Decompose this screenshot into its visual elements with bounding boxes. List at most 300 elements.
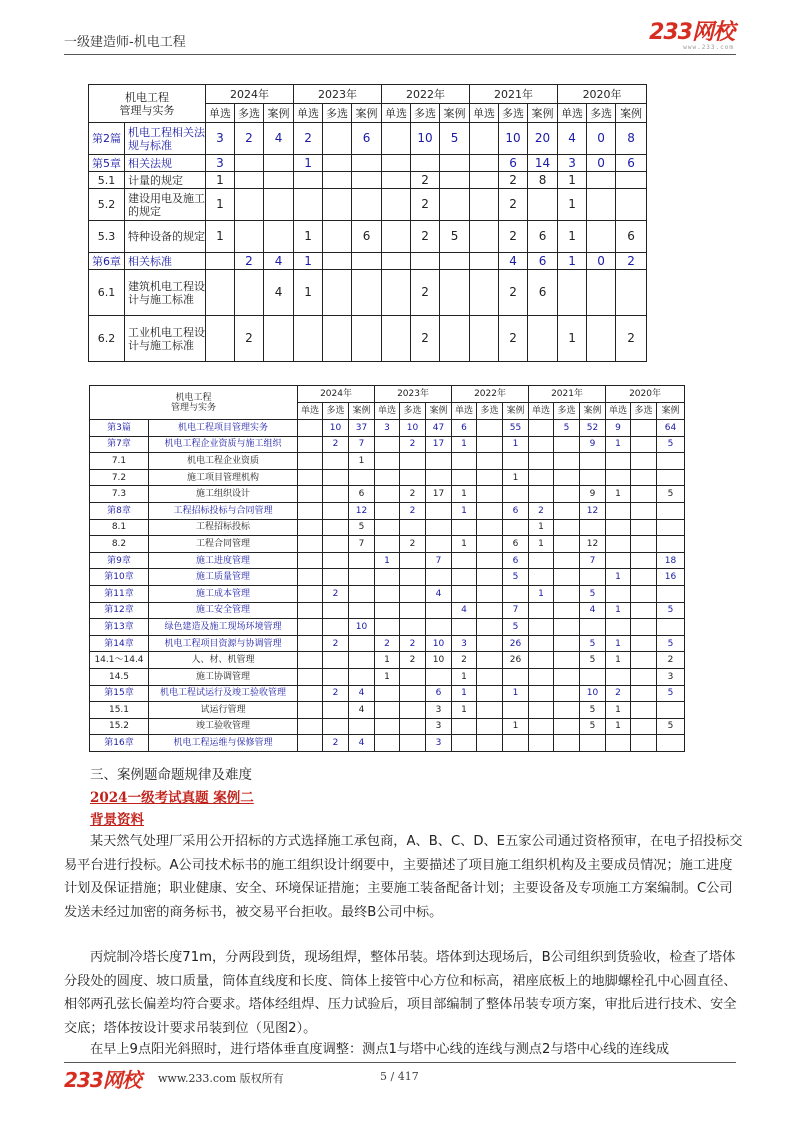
chapter-code: 5.3 <box>89 221 125 253</box>
score-cell <box>554 585 580 602</box>
score-cell <box>206 253 235 270</box>
question-type-header: 多选 <box>411 104 440 123</box>
score-cell: 12 <box>580 502 606 519</box>
score-cell: 0 <box>587 253 616 270</box>
score-cell: 2 <box>323 436 349 453</box>
score-cell: 4 <box>452 602 477 619</box>
score-cell: 6 <box>352 123 382 155</box>
score-cell: 1 <box>606 702 631 719</box>
question-type-header: 多选 <box>323 104 352 123</box>
score-cell <box>298 735 323 752</box>
chapter-name: 机电工程企业资质与施工组织 <box>149 436 298 453</box>
score-cell: 3 <box>426 718 452 735</box>
score-cell <box>298 486 323 503</box>
score-cell <box>587 221 616 253</box>
score-cell <box>400 685 426 702</box>
score-cell <box>631 536 657 553</box>
score-cell <box>580 469 606 486</box>
chapter-code: 5.2 <box>89 189 125 221</box>
score-cell <box>554 569 580 586</box>
score-cell: 2 <box>411 270 440 316</box>
score-cell <box>426 602 452 619</box>
chapter-code: 第7章 <box>90 436 149 453</box>
score-cell: 4 <box>264 270 294 316</box>
chapter-name: 相关法规 <box>125 155 206 172</box>
chapter-code: 第10章 <box>90 569 149 586</box>
score-cell: 8 <box>616 123 647 155</box>
score-cell <box>298 569 323 586</box>
score-cell <box>382 253 411 270</box>
score-cell: 6 <box>452 420 477 437</box>
score-cell <box>452 735 477 752</box>
table-row <box>90 453 685 470</box>
score-cell <box>477 502 503 519</box>
score-cell <box>529 718 554 735</box>
score-cell: 2 <box>375 635 400 652</box>
score-cell: 3 <box>426 735 452 752</box>
table-row <box>89 316 647 362</box>
score-cell: 5 <box>503 569 529 586</box>
chapter-code: 15.2 <box>90 718 149 735</box>
score-cell: 2 <box>235 316 264 362</box>
score-cell: 9 <box>580 486 606 503</box>
chapter-name: 工业机电工程设计与施工标准 <box>125 316 206 362</box>
score-cell <box>529 436 554 453</box>
score-cell <box>477 602 503 619</box>
score-cell <box>529 652 554 669</box>
table-row <box>90 502 685 519</box>
score-cell <box>606 502 631 519</box>
score-cell <box>323 519 349 536</box>
paragraph-2: 丙烷制冷塔长度71m，分两段到货，现场组焊，整体吊装。塔体到达现场后，B公司组织到货验收，检查了塔体分段处的圆度、坡口质量，筒体直线度和长度、筒体上接管中心方位和标高，裙座底板上的地脚螺栓孔中心圆直径、相邻两孔弦长偏差均符合要求。塔体经组焊、压力试验后，项目部编制了整体吊装专项方案，审批后进行技术、安全交底；塔体按设计要求吊装到位（见图2）。 <box>64 950 737 1036</box>
score-cell <box>631 635 657 652</box>
score-cell <box>382 221 411 253</box>
score-cell <box>554 652 580 669</box>
score-cell <box>657 585 685 602</box>
score-cell <box>606 453 631 470</box>
table-row <box>90 486 685 503</box>
score-cell <box>298 602 323 619</box>
exam-stats-table-1 <box>88 84 647 362</box>
chapter-code: 7.1 <box>90 453 149 470</box>
table-row <box>89 123 647 155</box>
score-cell <box>426 619 452 636</box>
score-cell <box>657 619 685 636</box>
score-cell: 3 <box>452 635 477 652</box>
score-cell <box>606 469 631 486</box>
score-cell <box>323 569 349 586</box>
score-cell <box>554 668 580 685</box>
score-cell <box>400 718 426 735</box>
chapter-name: 机电工程企业资质 <box>149 453 298 470</box>
score-cell <box>631 718 657 735</box>
score-cell <box>298 453 323 470</box>
chapter-name: 机电工程运维与保修管理 <box>149 735 298 752</box>
score-cell: 6 <box>426 685 452 702</box>
score-cell <box>554 453 580 470</box>
chapter-code: 第5章 <box>89 155 125 172</box>
score-cell <box>554 619 580 636</box>
chapter-code: 第13章 <box>90 619 149 636</box>
chapter-name: 计量的规定 <box>125 172 206 189</box>
table-row <box>90 585 685 602</box>
score-cell: 2 <box>294 123 323 155</box>
score-cell <box>375 585 400 602</box>
score-cell: 6 <box>528 253 558 270</box>
score-cell <box>298 635 323 652</box>
score-cell: 5 <box>657 436 685 453</box>
score-cell <box>440 155 470 172</box>
score-cell <box>503 486 529 503</box>
score-cell <box>606 668 631 685</box>
score-cell <box>298 652 323 669</box>
score-cell: 2 <box>499 221 528 253</box>
score-cell: 1 <box>558 316 587 362</box>
score-cell <box>452 519 477 536</box>
question-type-header: 单选 <box>294 104 323 123</box>
score-cell <box>503 453 529 470</box>
score-cell <box>529 569 554 586</box>
score-cell: 5 <box>580 718 606 735</box>
table-row <box>90 436 685 453</box>
question-type-header: 案例 <box>528 104 558 123</box>
score-cell <box>400 453 426 470</box>
score-cell <box>606 585 631 602</box>
chapter-code: 8.1 <box>90 519 149 536</box>
table-title-cell <box>89 85 206 123</box>
chapter-code: 第11章 <box>90 585 149 602</box>
score-cell <box>477 469 503 486</box>
question-type-header: 案例 <box>264 104 294 123</box>
score-cell: 3 <box>206 123 235 155</box>
chapter-name: 施工组织设计 <box>149 486 298 503</box>
score-cell <box>554 635 580 652</box>
question-type-header: 案例 <box>426 403 452 420</box>
score-cell: 1 <box>503 469 529 486</box>
score-cell <box>503 519 529 536</box>
score-cell <box>657 735 685 752</box>
score-cell <box>529 469 554 486</box>
score-cell <box>323 270 352 316</box>
score-cell <box>452 585 477 602</box>
question-type-header: 多选 <box>631 403 657 420</box>
score-cell: 9 <box>580 436 606 453</box>
score-cell: 2 <box>616 253 647 270</box>
score-cell: 47 <box>426 420 452 437</box>
score-cell <box>452 552 477 569</box>
score-cell: 4 <box>349 702 375 719</box>
score-cell: 2 <box>411 221 440 253</box>
score-cell: 6 <box>616 221 647 253</box>
question-type-header: 单选 <box>470 104 499 123</box>
score-cell <box>323 652 349 669</box>
score-cell: 4 <box>264 123 294 155</box>
background-link[interactable]: 背景资料 <box>90 812 144 828</box>
question-type-header: 多选 <box>323 403 349 420</box>
score-cell <box>631 453 657 470</box>
score-cell <box>400 619 426 636</box>
score-cell <box>477 685 503 702</box>
question-type-header: 多选 <box>400 403 426 420</box>
score-cell: 2 <box>323 585 349 602</box>
score-cell: 5 <box>580 702 606 719</box>
table-row <box>89 253 647 270</box>
score-cell: 1 <box>294 270 323 316</box>
score-cell <box>323 702 349 719</box>
score-cell <box>426 502 452 519</box>
chapter-code: 第3篇 <box>90 420 149 437</box>
score-cell: 17 <box>426 486 452 503</box>
question-type-header: 单选 <box>452 403 477 420</box>
table-title-line1: 机电工程 <box>125 90 169 104</box>
score-cell: 3 <box>558 155 587 172</box>
question-type-header: 案例 <box>657 403 685 420</box>
score-cell <box>631 685 657 702</box>
score-cell <box>631 702 657 719</box>
score-cell: 6 <box>499 155 528 172</box>
score-cell: 2 <box>499 270 528 316</box>
chapter-name: 机电工程试运行及竣工验收管理 <box>149 685 298 702</box>
score-cell <box>477 453 503 470</box>
score-cell: 1 <box>294 253 323 270</box>
score-cell: 2 <box>400 436 426 453</box>
score-cell: 2 <box>499 316 528 362</box>
score-cell: 16 <box>657 569 685 586</box>
score-cell: 1 <box>606 602 631 619</box>
score-cell <box>206 316 235 362</box>
score-cell <box>580 569 606 586</box>
score-cell <box>264 155 294 172</box>
question-type-header: 单选 <box>606 403 631 420</box>
table-row <box>89 172 647 189</box>
score-cell <box>477 668 503 685</box>
question-type-header: 多选 <box>235 104 264 123</box>
score-cell <box>264 316 294 362</box>
score-cell: 7 <box>426 552 452 569</box>
score-cell <box>375 718 400 735</box>
score-cell: 1 <box>606 718 631 735</box>
score-cell: 2 <box>499 189 528 221</box>
score-cell <box>631 735 657 752</box>
score-cell <box>426 453 452 470</box>
score-cell: 6 <box>528 270 558 316</box>
score-cell <box>657 519 685 536</box>
table-row <box>90 552 685 569</box>
table-row <box>90 718 685 735</box>
year-header: 2024年 <box>298 386 375 403</box>
question-type-header: 案例 <box>580 403 606 420</box>
score-cell: 2 <box>606 685 631 702</box>
score-cell <box>298 519 323 536</box>
score-cell <box>554 702 580 719</box>
chapter-code: 第2篇 <box>89 123 125 155</box>
page-number: 5 / 417 <box>380 1070 419 1083</box>
score-cell <box>503 585 529 602</box>
score-cell <box>323 155 352 172</box>
score-cell <box>298 502 323 519</box>
score-cell <box>352 172 382 189</box>
score-cell: 1 <box>452 668 477 685</box>
score-cell <box>298 718 323 735</box>
score-cell <box>616 270 647 316</box>
chapter-code: 第9章 <box>90 552 149 569</box>
score-cell <box>349 585 375 602</box>
score-cell <box>352 253 382 270</box>
table-row <box>90 536 685 553</box>
score-cell: 1 <box>606 486 631 503</box>
exam-link[interactable]: 2024一级考试真题 案例二 <box>90 790 254 806</box>
score-cell: 1 <box>529 536 554 553</box>
score-cell <box>294 172 323 189</box>
score-cell <box>323 486 349 503</box>
score-cell: 2 <box>411 316 440 362</box>
score-cell <box>235 270 264 316</box>
score-cell: 2 <box>400 502 426 519</box>
table-row <box>90 652 685 669</box>
score-cell <box>349 718 375 735</box>
score-cell: 4 <box>499 253 528 270</box>
table-row <box>90 735 685 752</box>
score-cell <box>452 718 477 735</box>
score-cell <box>477 702 503 719</box>
score-cell <box>375 602 400 619</box>
score-cell: 18 <box>657 552 685 569</box>
chapter-name: 竣工验收管理 <box>149 718 298 735</box>
header-title: 一级建造师-机电工程 <box>64 35 186 50</box>
score-cell <box>554 685 580 702</box>
score-cell <box>529 552 554 569</box>
score-cell <box>440 189 470 221</box>
score-cell <box>657 453 685 470</box>
footer-copyright: www.233.com 版权所有 <box>158 1072 284 1085</box>
header-rule <box>64 54 736 55</box>
score-cell <box>554 536 580 553</box>
score-cell: 5 <box>580 585 606 602</box>
score-cell <box>349 569 375 586</box>
score-cell <box>264 172 294 189</box>
score-cell: 2 <box>235 253 264 270</box>
question-type-header: 单选 <box>558 104 587 123</box>
score-cell <box>426 569 452 586</box>
score-cell: 8 <box>528 172 558 189</box>
score-cell <box>375 469 400 486</box>
score-cell <box>606 619 631 636</box>
year-header: 2023年 <box>375 386 452 403</box>
score-cell <box>323 172 352 189</box>
score-cell <box>298 619 323 636</box>
score-cell: 5 <box>657 602 685 619</box>
chapter-name: 工程招标投标 <box>149 519 298 536</box>
score-cell <box>382 155 411 172</box>
score-cell <box>426 519 452 536</box>
score-cell: 1 <box>529 519 554 536</box>
chapter-code: 6.1 <box>89 270 125 316</box>
score-cell <box>323 619 349 636</box>
score-cell <box>264 221 294 253</box>
score-cell: 26 <box>503 635 529 652</box>
score-cell <box>529 702 554 719</box>
table-row <box>90 619 685 636</box>
score-cell <box>298 702 323 719</box>
score-cell <box>411 155 440 172</box>
chapter-name: 施工项目管理机构 <box>149 469 298 486</box>
score-cell: 6 <box>352 221 382 253</box>
score-cell <box>400 585 426 602</box>
score-cell <box>400 469 426 486</box>
score-cell: 7 <box>580 552 606 569</box>
score-cell <box>554 735 580 752</box>
score-cell: 5 <box>580 652 606 669</box>
score-cell <box>426 668 452 685</box>
score-cell <box>631 552 657 569</box>
score-cell: 5 <box>554 420 580 437</box>
year-header: 2020年 <box>558 85 647 104</box>
score-cell <box>323 602 349 619</box>
score-cell: 20 <box>528 123 558 155</box>
score-cell <box>554 718 580 735</box>
chapter-name: 机电工程项目管理实务 <box>149 420 298 437</box>
score-cell: 2 <box>411 189 440 221</box>
table-title-line2: 管理与实务 <box>171 402 217 413</box>
score-cell: 1 <box>452 436 477 453</box>
score-cell <box>470 172 499 189</box>
score-cell: 5 <box>657 486 685 503</box>
brand-logo[interactable] <box>649 22 734 51</box>
score-cell <box>400 668 426 685</box>
score-cell: 1 <box>503 718 529 735</box>
score-cell <box>631 519 657 536</box>
score-cell: 1 <box>452 502 477 519</box>
score-cell: 4 <box>580 602 606 619</box>
score-cell: 1 <box>606 569 631 586</box>
score-cell: 1 <box>452 702 477 719</box>
score-cell: 5 <box>657 635 685 652</box>
chapter-name: 工程合同管理 <box>149 536 298 553</box>
score-cell: 1 <box>375 668 400 685</box>
chapter-code: 8.2 <box>90 536 149 553</box>
score-cell <box>206 270 235 316</box>
score-cell <box>554 519 580 536</box>
question-type-header: 案例 <box>503 403 529 420</box>
score-cell <box>426 469 452 486</box>
footer-logo[interactable]: 233网校 <box>64 1068 141 1092</box>
paragraph-3: 在早上9点阳光斜照时，进行塔体垂直度调整：测点1与塔中心线的连线与测点2与塔中心线的连线成 <box>90 1042 670 1057</box>
question-type-header: 案例 <box>616 104 647 123</box>
chapter-name: 绿色建造及施工现场环境管理 <box>149 619 298 636</box>
score-cell <box>587 172 616 189</box>
chapter-name: 施工安全管理 <box>149 602 298 619</box>
score-cell: 2 <box>452 652 477 669</box>
score-cell <box>657 502 685 519</box>
score-cell <box>323 502 349 519</box>
chapter-name: 机电工程项目资源与协调管理 <box>149 635 298 652</box>
table-row <box>90 519 685 536</box>
score-cell: 3 <box>206 155 235 172</box>
score-cell <box>477 552 503 569</box>
score-cell: 1 <box>558 253 587 270</box>
score-cell <box>323 552 349 569</box>
question-type-header: 案例 <box>352 104 382 123</box>
table-row <box>90 602 685 619</box>
score-cell <box>235 172 264 189</box>
score-cell: 2 <box>400 486 426 503</box>
score-cell <box>298 536 323 553</box>
score-cell <box>375 536 400 553</box>
score-cell: 1 <box>349 453 375 470</box>
score-cell <box>298 552 323 569</box>
score-cell <box>235 155 264 172</box>
score-cell <box>400 735 426 752</box>
